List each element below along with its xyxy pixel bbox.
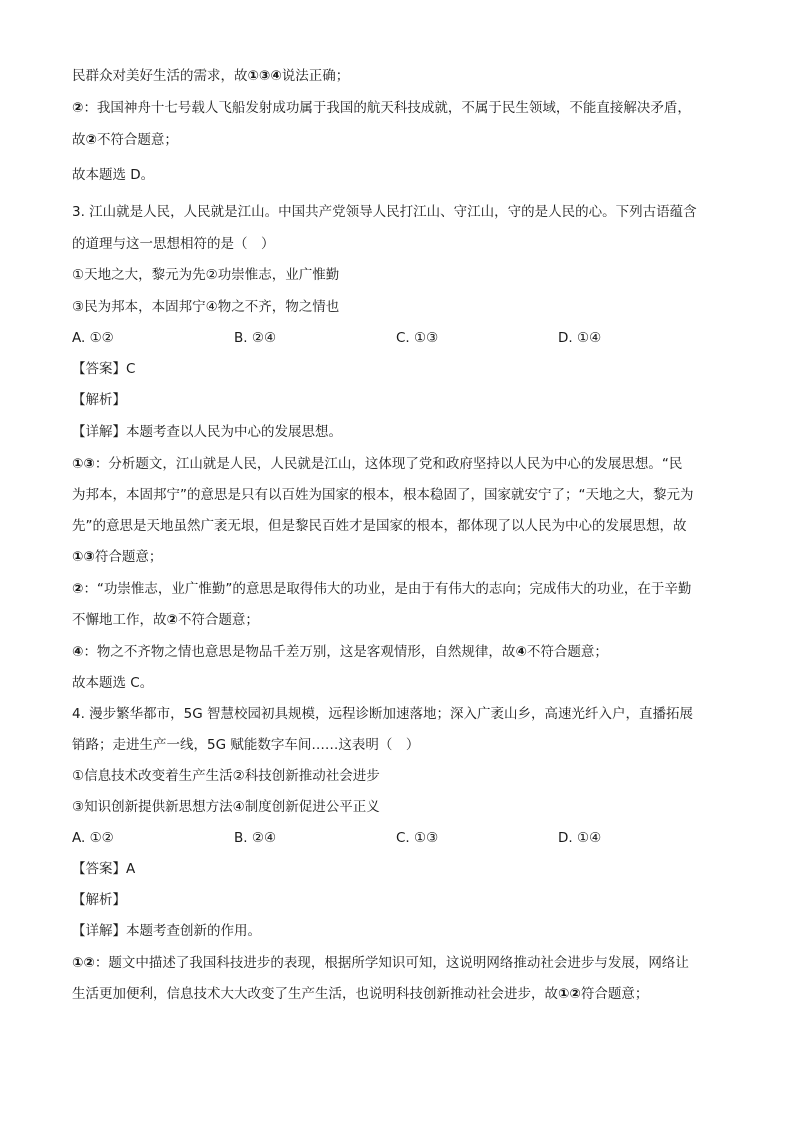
line-text: 4. 漫步繁华都市，5G 智慧校园初具规模，远程诊断加速落地；深入广袤山乡，高速光纤入户，直播拓展	[72, 706, 694, 722]
line-text: ①天地之大，黎元为先②功崇惟志，业广惟勤	[72, 267, 340, 283]
line-text: ：“功崇惟志，业广惟勤”的意思是取得伟大的功业，是由于有伟大的志向；完成伟大的功业，在于辛勤	[83, 581, 692, 597]
text-line	[72, 953, 689, 973]
text-line	[72, 984, 648, 1004]
question-4-analysis-heading	[72, 890, 126, 910]
line-text: ：分析题文，江山就是人民，人民就是江山，这体现了党和政府坚持以人民为中心的发展思想。“民	[94, 456, 683, 472]
question-3-analysis-heading	[72, 390, 126, 410]
question-4-statements	[72, 766, 380, 786]
question-4-statements	[72, 797, 380, 817]
text-line	[72, 454, 682, 474]
line-text: 【解析】	[72, 392, 126, 408]
text-line	[72, 130, 178, 150]
option-marks: ②	[72, 100, 84, 116]
question-4-option-d: D. ①④	[558, 830, 602, 846]
question-3-option-b: B. ②④	[234, 330, 277, 346]
line-text: 不符合题意；	[96, 132, 178, 148]
line-text: 【答案】C	[72, 361, 136, 377]
question-3-option-a: A. ①②	[72, 330, 114, 346]
option-marks: ①③	[72, 456, 95, 472]
question-4-answer	[72, 859, 135, 879]
line-text: ③知识创新提供新思想方法④制度创新促进公平正义	[72, 799, 380, 815]
line-text: 符合题意；	[580, 986, 649, 1002]
question-4-option-b: B. ②④	[234, 830, 277, 846]
line-text: 【详解】本题考查创新的作用。	[72, 923, 261, 939]
option-marks: ①②	[72, 955, 95, 971]
option-marks: ②	[72, 581, 84, 597]
line-text: 【详解】本题考查以人民为中心的发展思想。	[72, 424, 342, 440]
question-4-detail	[72, 921, 261, 941]
line-text: 生活更加便利，信息技术大大改变了生产生活，也说明科技创新推动社会进步，故	[72, 986, 558, 1002]
question-3-answer	[72, 359, 135, 379]
option-marks: ①③	[72, 549, 95, 565]
line-text: 为邦本，本固邦宁”的意思是只有以百姓为国家的根本，根本稳固了，国家就安宁了；“天地之大，黎元为	[72, 487, 694, 503]
line-text: ：物之不齐物之情也意思是物品千差万别，这是客观情形，自然规律，故	[83, 644, 516, 660]
line-text: ③民为邦本，本固邦宁④物之不齐，物之情也	[72, 299, 340, 315]
question-3-option-d: D. ①④	[558, 330, 602, 346]
question-3-statements	[72, 297, 339, 317]
text-line	[72, 516, 687, 536]
option-marks: ②	[166, 612, 178, 628]
line-text: ①信息技术改变着生产生活②科技创新推动社会进步	[72, 768, 380, 784]
line-text: 故本题选 D。	[72, 167, 155, 183]
line-text: 符合题意；	[94, 549, 163, 565]
question-4-option-a: A. ①②	[72, 830, 114, 846]
text-line	[72, 673, 153, 693]
line-text: 【解析】	[72, 892, 126, 908]
line-text: 销路；走进生产一线，5G 赋能数字车间……这表明（ ）	[72, 737, 420, 753]
line-text: 【答案】A	[72, 861, 136, 877]
text-line	[72, 98, 691, 118]
option-marks: ②	[85, 132, 97, 148]
question-3-option-c: C. ①③	[396, 330, 439, 346]
text-line	[72, 165, 154, 185]
line-text: 的道理与这一思想相符的是（ ）	[72, 236, 275, 252]
text-line	[72, 547, 162, 567]
line-text: 不符合题意；	[177, 612, 259, 628]
question-4-stem	[72, 735, 419, 755]
option-marks: ④	[72, 644, 84, 660]
text-line	[72, 579, 691, 599]
question-3-stem	[72, 202, 697, 222]
line-text: ：我国神舟十七号载人飞船发射成功属于我国的航天科技成就，不属于民生领域，不能直接解决矛盾，	[83, 100, 691, 116]
question-4-option-c: C. ①③	[396, 830, 439, 846]
question-3-stem	[72, 234, 275, 254]
question-3-detail	[72, 422, 342, 442]
question-4-stem	[72, 704, 693, 724]
line-text: ：题文中描述了我国科技进步的表现，根据所学知识可知，这说明网络推动社会进步与发展，网络让	[94, 955, 689, 971]
line-text: 不懈地工作，故	[72, 612, 167, 628]
text-line	[72, 642, 608, 662]
line-text: 民群众对美好生活的需求，故	[72, 68, 248, 84]
line-text: 说法正确；	[281, 68, 350, 84]
option-marks: ①③④	[247, 68, 282, 84]
option-marks: ①②	[558, 986, 581, 1002]
line-text: 3. 江山就是人民，人民就是江山。中国共产党领导人民打江山、守江山，守的是人民的心。下列古语蕴含	[72, 204, 697, 220]
question-3-statements	[72, 265, 339, 285]
line-text: 故本题选 C。	[72, 675, 154, 691]
text-line	[72, 485, 694, 505]
text-line	[72, 610, 259, 630]
option-marks: ④	[515, 644, 527, 660]
line-text: 先”的意思是天地虽然广袤无垠，但是黎民百姓才是国家的根本，都体现了以人民为中心的发展思想，故	[72, 518, 687, 534]
line-text: 故	[72, 132, 86, 148]
text-line	[72, 66, 349, 86]
line-text: 不符合题意；	[526, 644, 608, 660]
